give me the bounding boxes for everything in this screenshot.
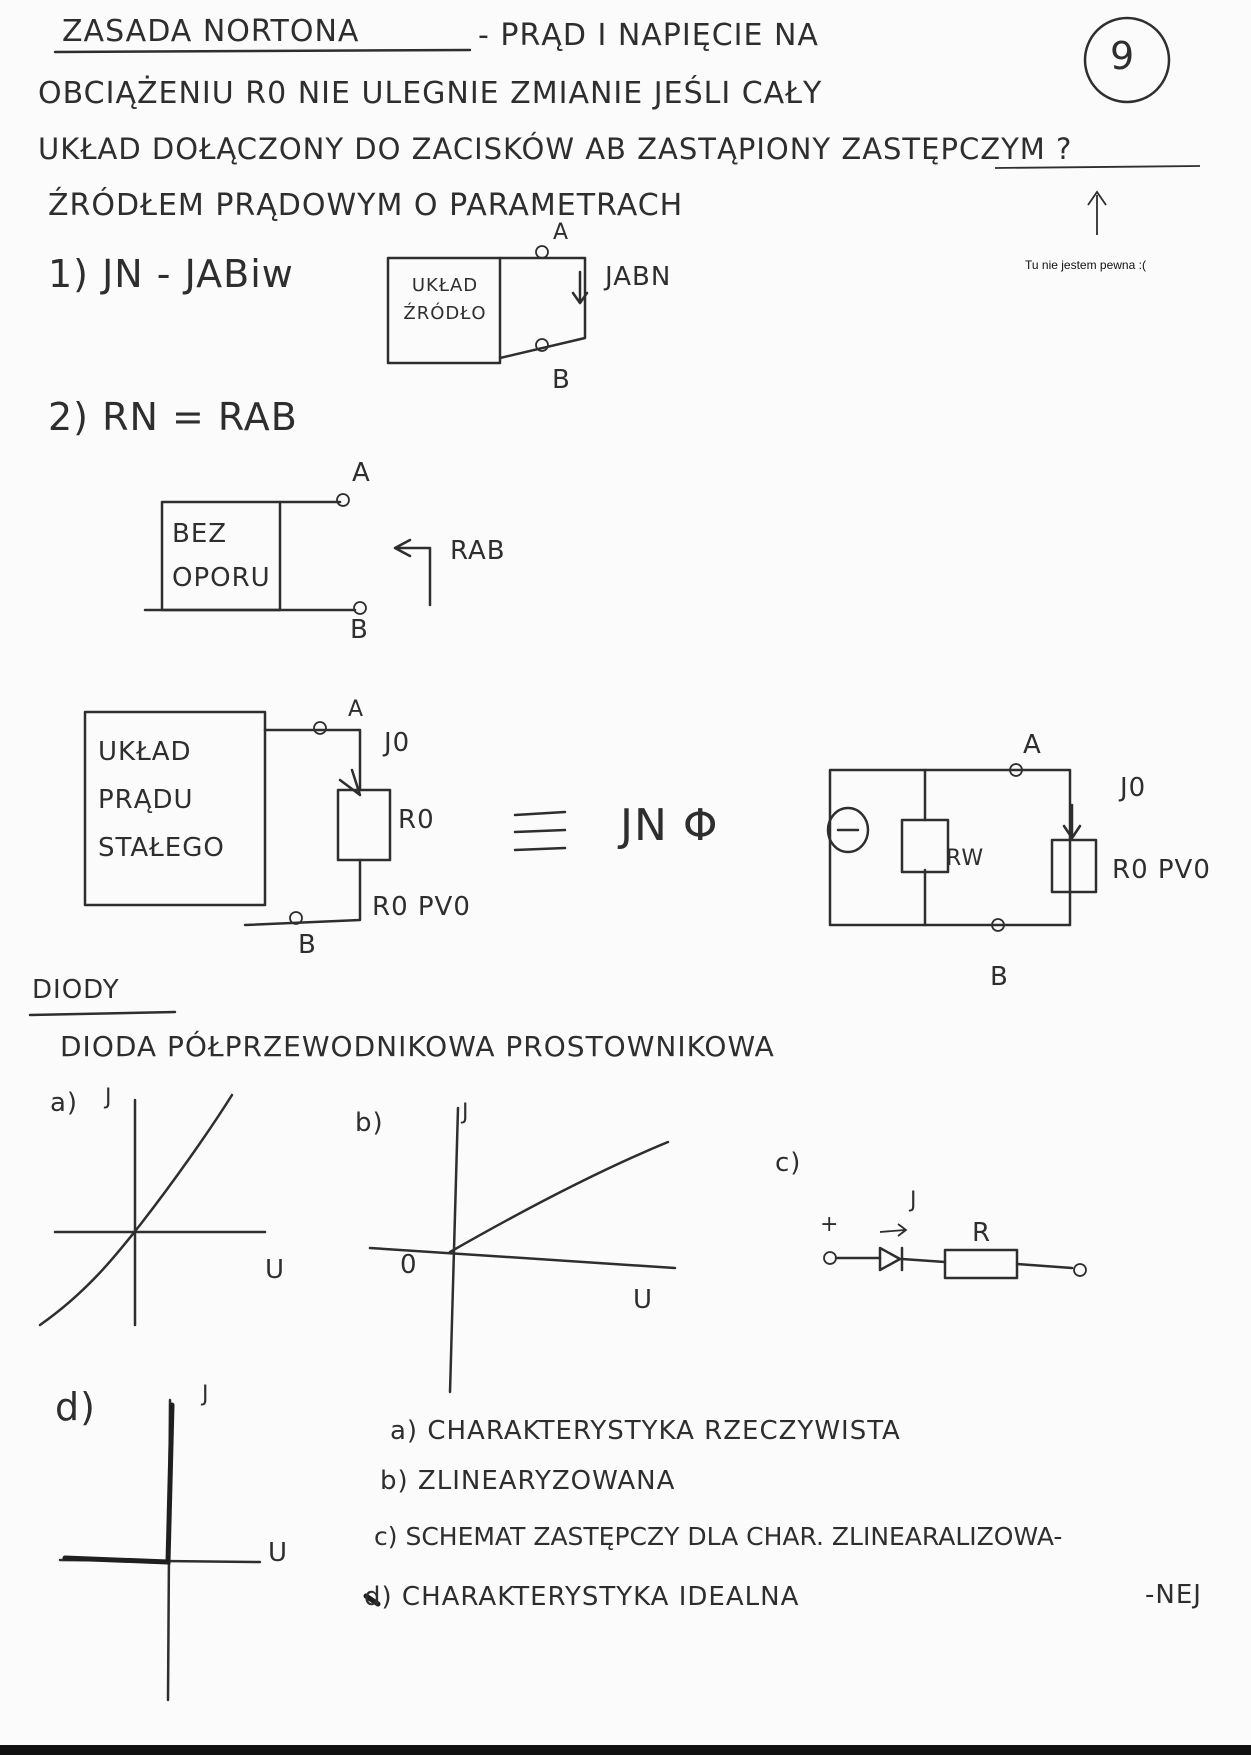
circuit3-node-b: B <box>298 930 317 960</box>
graph-b-axis-i: J <box>462 1100 470 1125</box>
norton-node-b-label: B <box>990 962 1009 992</box>
box2-node-a <box>337 494 349 506</box>
graph-d-axis-i: J <box>202 1382 210 1407</box>
step2-node-a: A <box>352 458 371 488</box>
legend-b: b) ZLINEARYZOWANA <box>380 1466 676 1496</box>
c-current-arrow <box>880 1224 906 1236</box>
c-terminal-plus <box>824 1252 836 1264</box>
norton-i0-label: J0 <box>1120 773 1147 803</box>
c-terminal-minus <box>1074 1264 1086 1276</box>
uncertainty-note: Tu nie jestem pewna :( <box>1025 258 1146 272</box>
r0-resistor <box>338 790 390 860</box>
c-wire2 <box>902 1259 945 1262</box>
scan-bottom-edge <box>0 1745 1251 1755</box>
page-number: 9 <box>1110 34 1136 78</box>
box2-label: BEZ OPORU <box>172 519 271 593</box>
graph-d-label: d) <box>55 1385 96 1429</box>
graph-d-axis-u: U <box>268 1538 289 1568</box>
rw-resistor <box>902 820 948 872</box>
box3-label: UKŁAD PRĄDU STAŁEGO <box>98 737 225 863</box>
step1-node-a: A <box>553 220 570 245</box>
c-resistor-label: R <box>972 1218 992 1248</box>
box3-top-wire <box>265 730 360 795</box>
graph-a-axis-i: J <box>105 1085 113 1110</box>
graph-b-line <box>450 1142 668 1252</box>
circuit3-node-a: A <box>348 697 365 722</box>
jn-source-label: JN Φ <box>620 800 719 851</box>
rab-label: RAB <box>450 536 506 566</box>
zastepczym-underline <box>995 166 1200 168</box>
norton-node-a-label: A <box>1023 730 1042 760</box>
circuit3-i0: J0 <box>384 728 411 758</box>
c-resistor <box>945 1250 1017 1278</box>
legend-a: a) CHARAKTERYSTYKA RZECZYWISTA <box>390 1416 901 1446</box>
diody-underline <box>30 1012 175 1015</box>
box2-node-b <box>354 602 366 614</box>
box1-label: UKŁAD ŹRÓDŁO <box>403 275 487 324</box>
legend-c: c) SCHEMAT ZASTĘPCZY DLA CHAR. ZLINEARALIZOWA- <box>374 1522 1063 1551</box>
rab-arrow <box>395 540 430 605</box>
graph-b-label: b) <box>355 1108 384 1138</box>
step1-formula: 1) JN - JABiw <box>48 252 294 296</box>
box3-bottom-wire <box>245 860 360 925</box>
legend-d: d) CHARAKTERYSTYKA IDEALNA <box>364 1582 800 1612</box>
norton-load-label: R0 PV0 <box>1112 855 1211 885</box>
graph-b-axis-u: U <box>633 1285 654 1315</box>
norton-line2: OBCIĄŻENIU R0 NIE ULEGNIE ZMIANIE JEŚLI CAŁY <box>38 76 823 111</box>
step2-node-b: B <box>350 615 369 645</box>
equiv-lines <box>515 812 565 850</box>
node-a3 <box>314 722 326 734</box>
c-current-label: J <box>910 1188 918 1213</box>
norton-line3: UKŁAD DOŁĄCZONY DO ZACISKÓW AB ZASTĄPIONY ZASTĘPCZYM ? <box>38 132 1073 166</box>
graph-b-origin: 0 <box>400 1250 418 1280</box>
diody-subheading: DIODA PÓŁPRZEWODNIKOWA PROSTOWNIKOWA <box>60 1030 775 1063</box>
norton-title: ZASADA NORTONA <box>62 14 360 49</box>
circuit3-r0pv0: R0 PV0 <box>372 892 471 922</box>
title-underline <box>55 50 470 52</box>
graph-a-axis-u: U <box>265 1255 286 1285</box>
legend-c-cont: -NEJ <box>1145 1580 1202 1610</box>
diody-heading: DIODY <box>32 975 120 1005</box>
step2-formula: 2) RN = RAB <box>48 395 298 439</box>
norton-line1: - PRĄD I NAPIĘCIE NA <box>478 18 819 53</box>
box1-wires <box>500 258 585 358</box>
diode-symbol <box>880 1248 902 1270</box>
rw-label: RW <box>946 846 985 871</box>
current-jabn: JABN <box>605 262 672 292</box>
i0-arrow <box>1064 805 1080 838</box>
graph-a-label: a) <box>50 1088 79 1118</box>
note-arrow <box>1088 192 1106 235</box>
c-plus-label: + <box>820 1212 840 1237</box>
graph-c-label: c) <box>775 1148 802 1178</box>
norton-line4: ŹRÓDŁEM PRĄDOWYM O PARAMETRACH <box>48 188 684 223</box>
r0-load <box>1052 840 1096 892</box>
step1-node-b: B <box>552 365 571 395</box>
circuit3-r0: R0 <box>398 805 435 835</box>
box1-node-a <box>536 246 548 258</box>
c-wire3 <box>1017 1264 1072 1268</box>
